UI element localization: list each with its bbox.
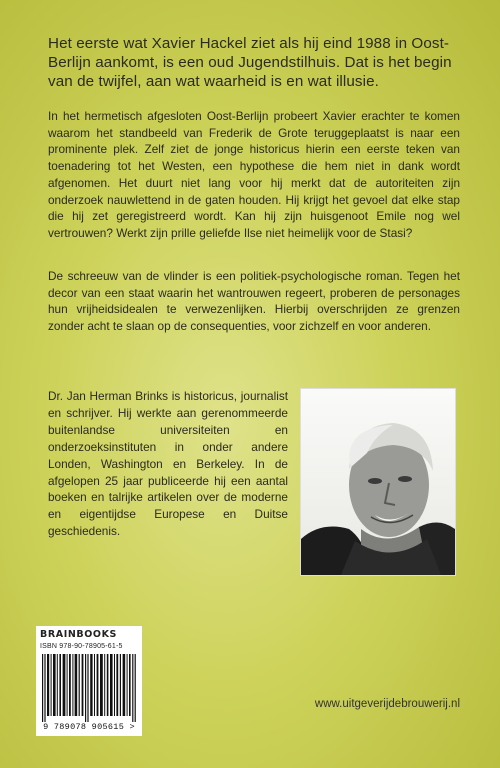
synopsis-paragraph: In het hermetisch afgesloten Oost-Berlijn probeert Xavier erachter te komen waarom het standbeeld van Frederik de Grote teruggeplaatst is naar een prominente plek. Zelf ziet de jonge historicus hierin een eerste teken van toenadering tot het Westen, een hypothese die hem niet in dank wordt afgenomen. Het duurt niet lang voor hij merkt dat de autoriteiten zijn onderzoek nauwlettend in de gaten houden. Hij krijgt het gevoel dat elke stap die hij zet geregistreerd wordt. Kan hij zijn huisgenoot Emile nog wel vertrouwen? Werkt zijn prille geliefde Ilse niet heimelijk voor de Stasi?	[48, 109, 460, 240]
publisher-name: BRAINBOOKS	[40, 629, 117, 640]
author-photo	[300, 388, 456, 576]
ean-number: 9 789078 905615 >	[43, 722, 135, 732]
author-bio: Dr. Jan Herman Brinks is historicus, journalist en schrijver. Hij werkte aan gerenommeerde buitenlandse universiteiten en onderzoeksinstituten in onder andere Londen, Washington en Berkeley. In de afgelopen 25 jaar publiceerde hij een aantal boeken en talrijke artikelen over de moderne en eigentijdse Europese en Duitse geschiedenis.	[48, 389, 288, 539]
isbn-text: ISBN 978-90-78905-61-5	[40, 643, 123, 650]
barcode-icon	[42, 654, 136, 722]
intro-blurb: Het eerste wat Xavier Hackel ziet als hij eind 1988 in Oost-Berlijn aankomt, is een oud Jugendstilhuis. Dat is het begin van de twijfel, aan wat waarheid is en wat illusie.	[48, 35, 452, 90]
genre-paragraph: De schreeuw van de vlinder is een politiek-psychologische roman. Tegen het decor van een staat waarin het wantrouwen regeert, proberen de personages hun vrijheidsidealen te verwezenlijken. Hierbij overschrijden ze grenzen zonder acht te slaan op de consequenties, voor zichzelf en voor anderen.	[48, 269, 460, 334]
publisher-website: www.uitgeverijdebrouwerij.nl	[314, 698, 460, 710]
barcode-label	[36, 626, 142, 736]
